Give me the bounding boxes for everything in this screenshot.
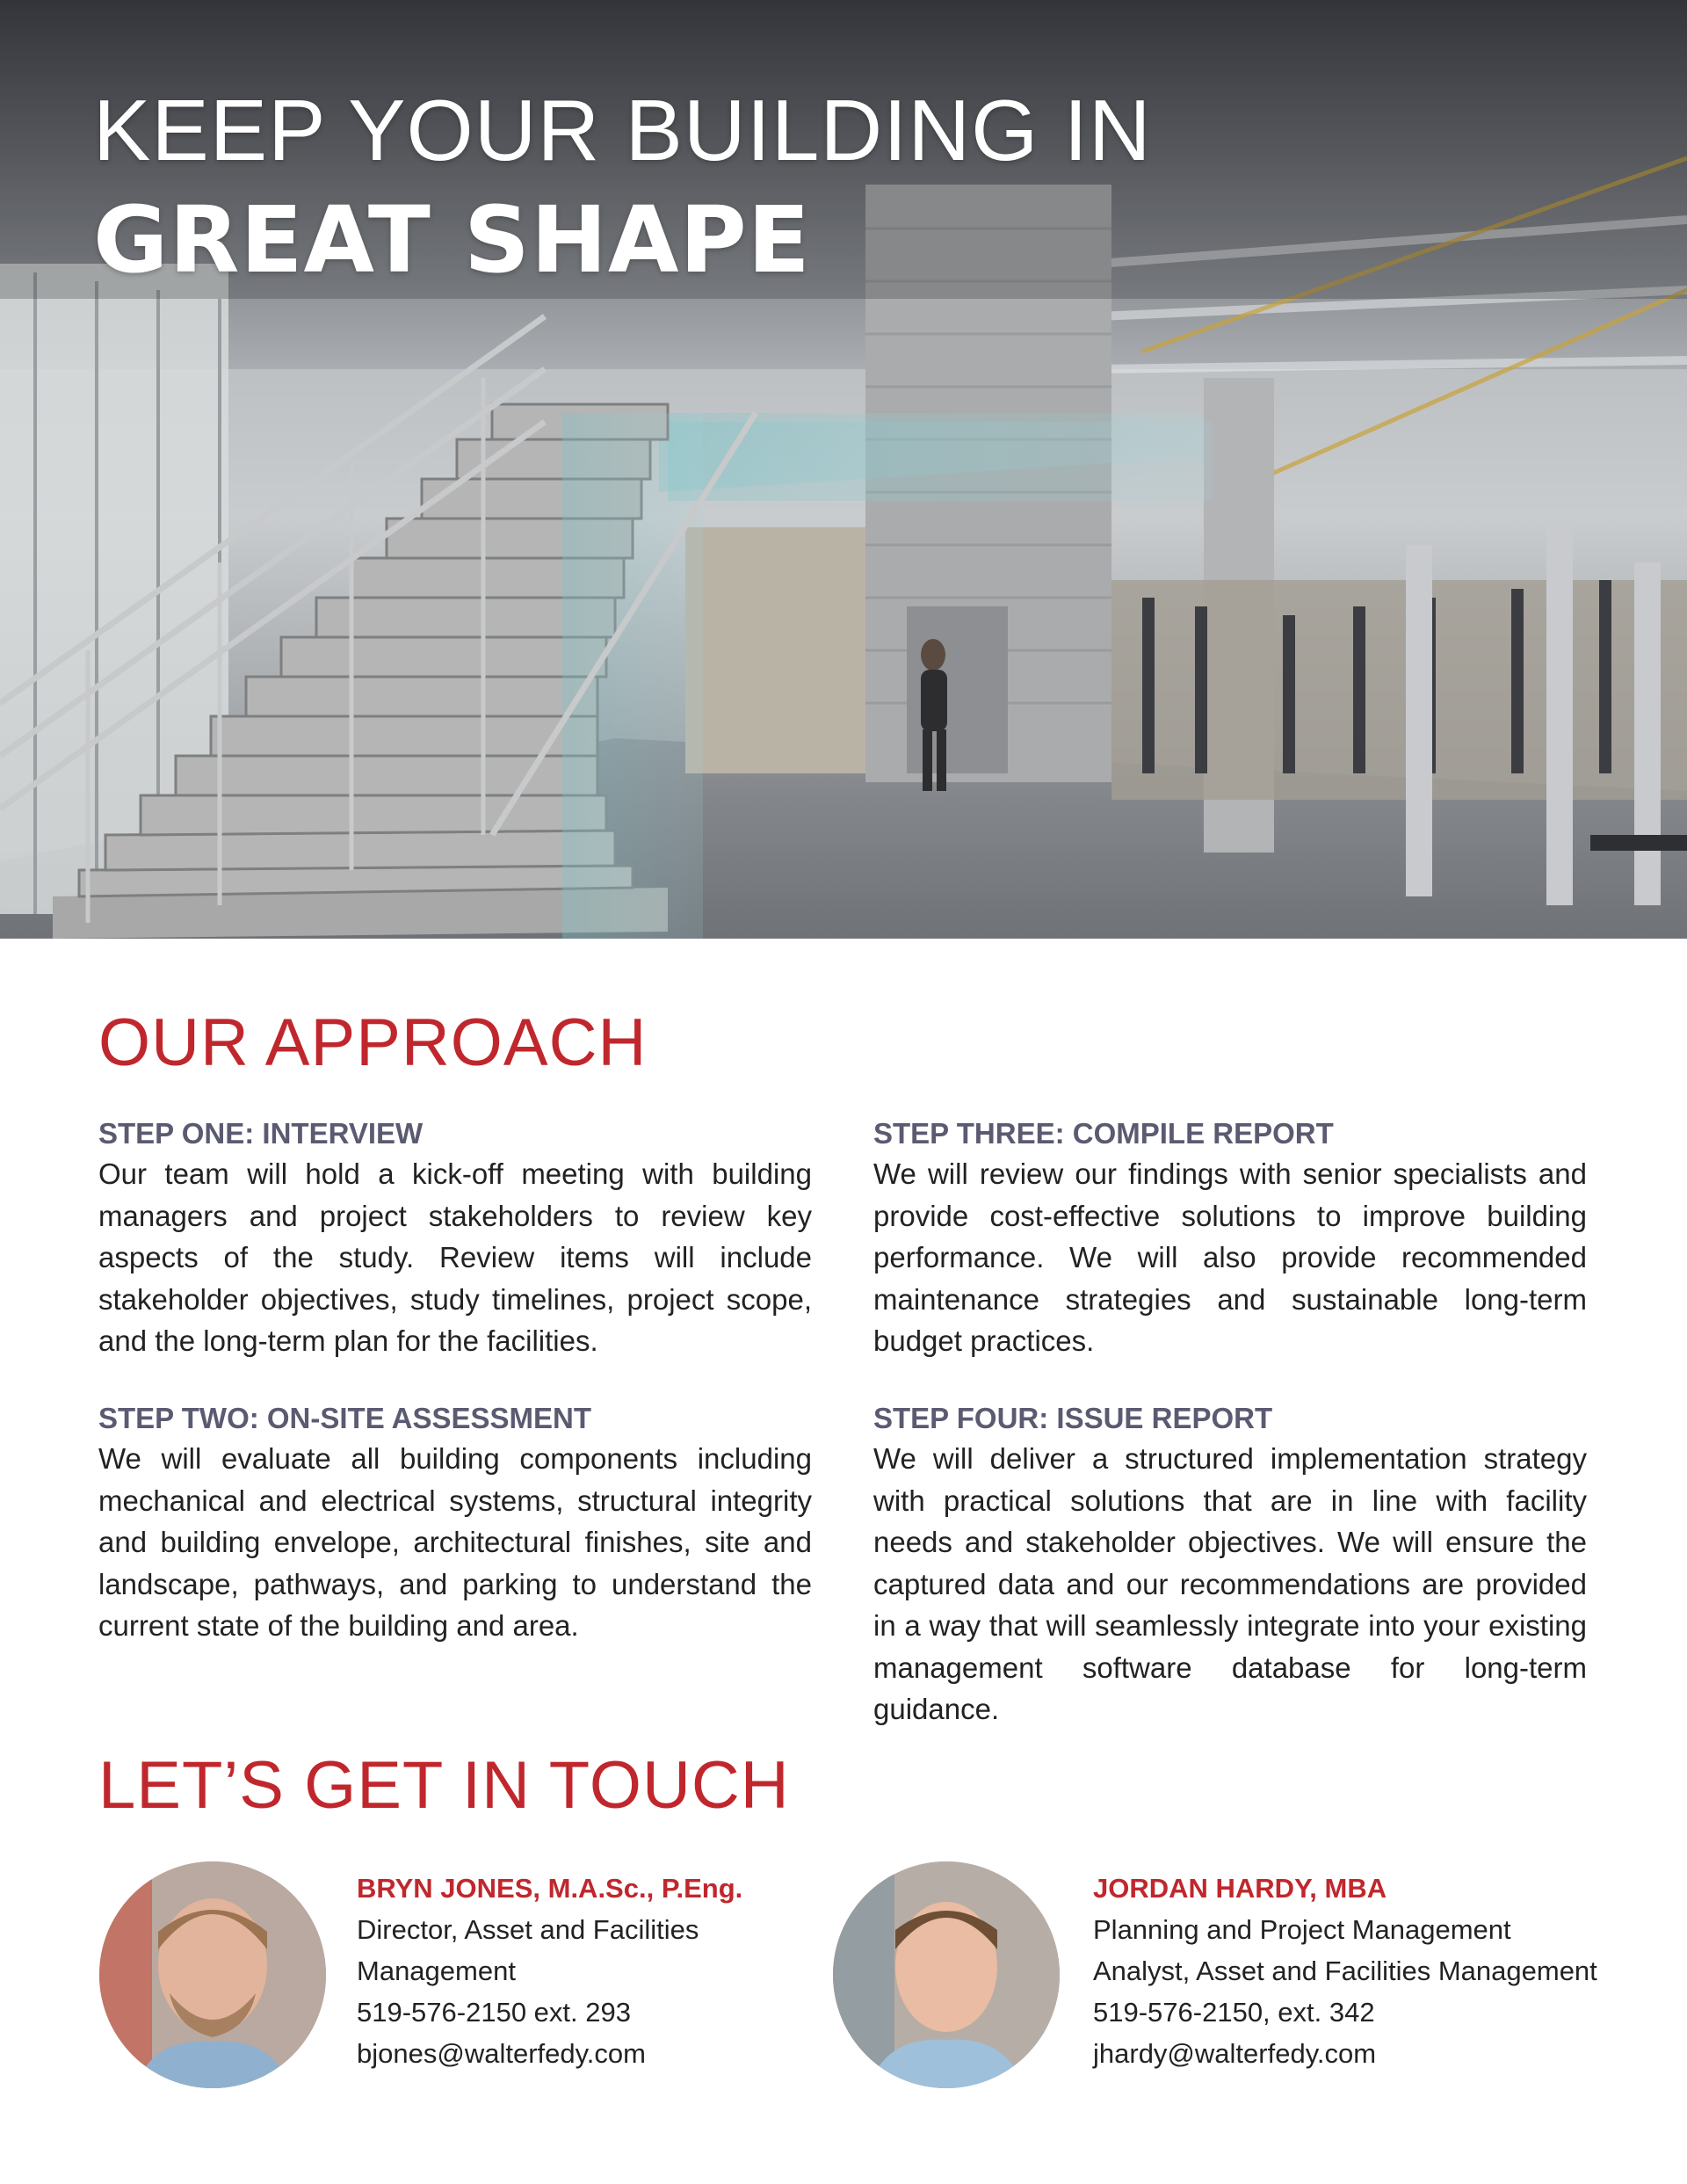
step-two — [98, 1399, 812, 1647]
step-four — [873, 1399, 1587, 1731]
step-three — [873, 1114, 1587, 1362]
contact-title: Director, Asset and Facilities — [357, 1914, 699, 1945]
avatar-bryn-jones — [99, 1861, 326, 2088]
person-portrait-icon — [99, 1861, 326, 2088]
contact-jordan-hardy — [1093, 1868, 1597, 2074]
contact-phone: 519-576-2150, ext. 342 — [1093, 1997, 1375, 2028]
hero-title — [93, 77, 1152, 297]
step-one-body: Our team will hold a kick-off meeting with building managers and project stakeholders to review key aspects of the study. Review items will include stakeholder objectives, study timelines, project scope, and the long-term plan for the facilities. — [98, 1157, 812, 1357]
step-four-title: STEP FOUR: ISSUE REPORT — [873, 1402, 1273, 1434]
hero-title-line1: KEEP YOUR BUILDING IN — [93, 82, 1152, 178]
hero-title-line2: GREAT SHAPE — [93, 186, 811, 294]
contact-email[interactable]: jhardy@walterfedy.com — [1093, 2038, 1377, 2069]
contact-title-cont: Analyst, Asset and Facilities Management — [1093, 1955, 1597, 1986]
contact-name: BRYN JONES, M.A.Sc., P.Eng. — [357, 1873, 743, 1904]
step-two-body: We will evaluate all building components including mechanical and electrical systems, structural integrity and building envelope, architectural finishes, site and landscape, pathways, and parking to understand the current state of the building and area. — [98, 1442, 812, 1642]
contact-title: Planning and Project Management — [1093, 1914, 1511, 1945]
avatar-jordan-hardy — [833, 1861, 1060, 2088]
approach-heading: OUR APPROACH — [98, 1005, 648, 1080]
step-one-title: STEP ONE: INTERVIEW — [98, 1117, 424, 1150]
step-one — [98, 1114, 812, 1362]
contact-name: JORDAN HARDY, MBA — [1093, 1873, 1387, 1904]
step-three-body: We will review our findings with senior specialists and provide cost-effective solutions to improve building performance. We will also provide recommended maintenance strategies and sustainable long-term budget practices. — [873, 1157, 1587, 1357]
step-four-body: We will deliver a structured implementation strategy with practical solutions that are in line with facility needs and stakeholder objectives. We will ensure the captured data and our recommendations are provided in a way that will seamlessly integrate into your existing management software database for long-term guidance. — [873, 1442, 1587, 1725]
contact-phone: 519-576-2150 ext. 293 — [357, 1997, 631, 2028]
contact-title-cont: Management — [357, 1955, 516, 1986]
contact-heading: LET’S GET IN TOUCH — [98, 1748, 790, 1823]
contact-email[interactable]: bjones@walterfedy.com — [357, 2038, 646, 2069]
step-three-title: STEP THREE: COMPILE REPORT — [873, 1117, 1334, 1150]
contact-bryn-jones — [357, 1868, 742, 2074]
step-two-title: STEP TWO: ON-SITE ASSESSMENT — [98, 1402, 592, 1434]
person-portrait-icon — [833, 1861, 1060, 2088]
hero-banner — [0, 0, 1687, 939]
